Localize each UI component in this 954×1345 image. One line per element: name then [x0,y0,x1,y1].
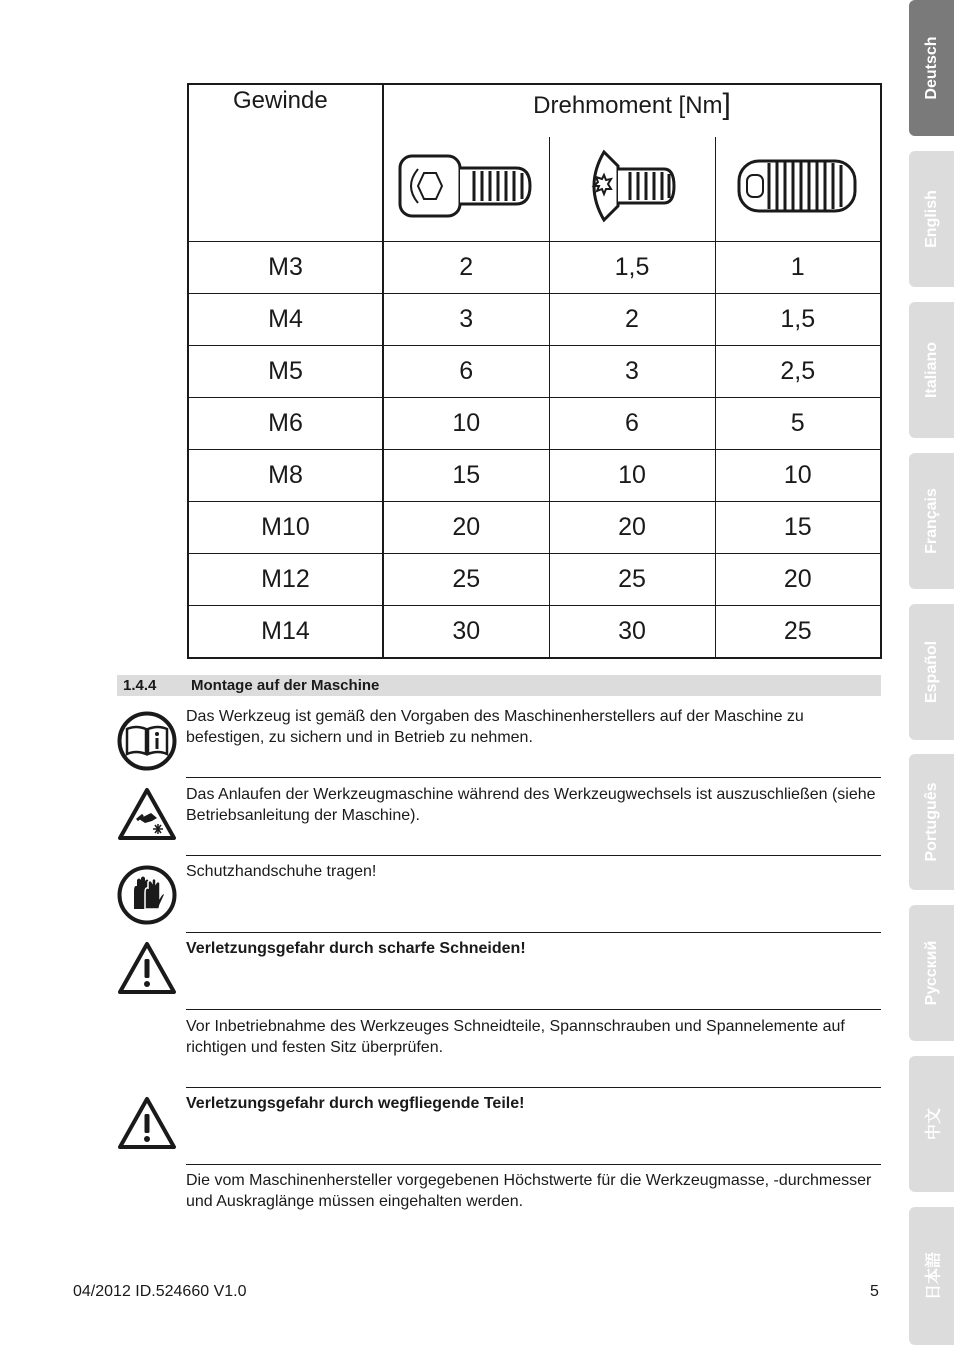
torque-value-cell: 20 [715,554,881,606]
torque-value-cell: 3 [383,294,549,346]
cylinder-head-screw-icon [396,149,536,223]
screw-image-cell [549,137,715,242]
thread-size-cell: M4 [188,294,383,346]
set-screw-icon [733,149,863,223]
torque-header-label: Drehmoment [Nm [533,92,723,119]
thread-size-cell: M6 [188,398,383,450]
torque-column-header [383,84,881,137]
thread-size-cell: M8 [188,450,383,502]
note-text: Das Anlaufen der Werkzeugmaschine während des Werkzeugwechsels ist auszuschließen (siehe Betriebsanleitung der Maschine). [186,786,876,824]
thread-column-header [188,84,383,242]
table-row [188,450,881,502]
torque-value-cell: 25 [549,554,715,606]
torque-value-cell: 15 [383,450,549,502]
torque-value-cell: 15 [715,502,881,554]
torque-value-cell: 6 [383,346,549,398]
divider [186,777,881,778]
torque-table [187,83,882,659]
language-tab-italiano[interactable]: Italiano [909,302,954,438]
torque-value-cell: 20 [549,502,715,554]
torque-value-cell: 2 [383,242,549,294]
language-tab-japanese[interactable]: 日本語 [909,1207,954,1345]
thread-size-cell: M3 [188,242,383,294]
torque-value-cell: 10 [549,450,715,502]
divider [186,1087,881,1088]
note-text: Vor Inbetriebnahme des Werkzeuges Schneidteile, Spannschrauben und Spannelemente auf richtigen und festen Sitz überprüfen. [186,1018,845,1056]
language-tab-english[interactable]: English [909,151,954,287]
divider [186,1164,881,1165]
thread-size-cell: M10 [188,502,383,554]
footer-document-id: 04/2012 ID.524660 V1.0 [73,1283,247,1300]
torque-value-cell: 1 [715,242,881,294]
section-number: 1.4.4 [123,677,157,694]
language-tab-portugues[interactable]: Português [909,754,954,890]
language-tab-russian[interactable]: Русский [909,905,954,1041]
table-body [188,242,881,659]
thread-size-cell: M14 [188,606,383,659]
manual-info-icon [117,711,177,771]
table-header-row [188,84,881,137]
note-text: Schutzhandschuhe tragen! [186,863,377,880]
table-row [188,606,881,659]
note-text: Das Werkzeug ist gemäß den Vorgaben des Maschinenherstellers auf der Maschine zu befestigen, zu sichern und in Betrieb zu nehmen. [186,708,804,746]
torque-value-cell: 6 [549,398,715,450]
torque-value-cell: 30 [383,606,549,659]
table-row [188,346,881,398]
footer-page-number: 5 [870,1283,879,1300]
language-tab-chinese[interactable]: 中文 [909,1056,954,1192]
warning-triangle-icon [117,941,177,995]
section-heading [117,675,881,696]
table-row [188,242,881,294]
table-row [188,294,881,346]
torque-header-bracket: ] [722,88,731,121]
table-row [188,502,881,554]
warning-text: Verletzungsgefahr durch scharfe Schneiden! [186,940,526,957]
language-tab-deutsch[interactable]: Deutsch [909,0,954,136]
torque-value-cell: 20 [383,502,549,554]
torque-value-cell: 2,5 [715,346,881,398]
protective-gloves-icon [117,865,177,925]
thread-header-label: Gewinde [233,87,328,114]
divider [186,932,881,933]
thread-size-cell: M12 [188,554,383,606]
warning-text: Verletzungsgefahr durch wegfliegende Teile! [186,1095,525,1112]
torque-value-cell: 30 [549,606,715,659]
section-title: Montage auf der Maschine [191,677,380,694]
table-row [188,398,881,450]
warning-triangle-icon [117,1096,177,1150]
screw-image-cell [715,137,881,242]
torque-value-cell: 5 [715,398,881,450]
divider [186,1009,881,1010]
language-tab-francais[interactable]: Français [909,453,954,589]
note-text: Die vom Maschinenhersteller vorgegebenen Höchstwerte für die Werkzeugmasse, -durchmesser und Auskraglänge müssen eingehalten werden. [186,1172,872,1210]
torque-value-cell: 1,5 [715,294,881,346]
divider [186,855,881,856]
torque-value-cell: 1,5 [549,242,715,294]
thread-size-cell: M5 [188,346,383,398]
screw-image-cell [383,137,549,242]
language-tab-espanol[interactable]: Español [909,604,954,740]
countersunk-torx-screw-icon [582,149,682,223]
torque-value-cell: 25 [715,606,881,659]
torque-value-cell: 2 [549,294,715,346]
torque-value-cell: 25 [383,554,549,606]
torque-value-cell: 10 [383,398,549,450]
hand-crush-warning-icon [117,787,177,841]
table-row [188,554,881,606]
torque-value-cell: 10 [715,450,881,502]
torque-value-cell: 3 [549,346,715,398]
